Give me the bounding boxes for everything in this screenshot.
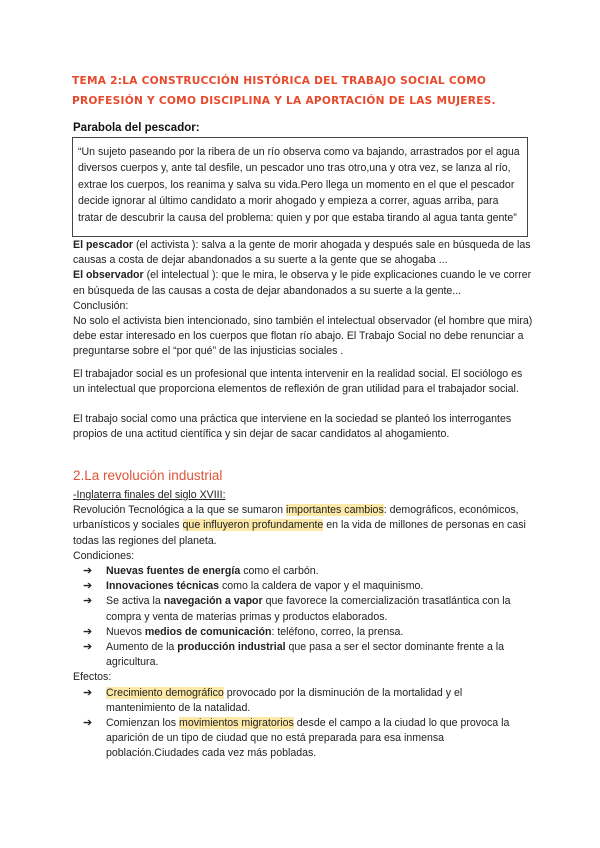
list-item: ➔ Innovaciones técnicas como la caldera de vapor y el maquinismo. (73, 579, 533, 594)
trabajador-social-paragraph: El trabajador social es un profesional que intenta intervenir en la realidad social. El sociólogo es un intelectual que proporciona elementos de reflexión de gran utilidad para el trabajador social. (73, 368, 523, 396)
condiciones-list (73, 564, 533, 670)
parabola-explanation (73, 238, 533, 360)
arrow-icon: ➔ (83, 625, 93, 638)
list-item: ➔ Crecimiento demográfico provocado por la disminución de la mortalidad y el mantenimiento de la natalidad. (83, 686, 463, 714)
arrow-icon: ➔ (83, 686, 93, 699)
observador-paragraph: El observador (el intelectual ): que le mira, le observa y le pide explicaciones cuando le ve correr en búsqueda de las causas a costa de dejar abandonados a su suerte a la gente... (73, 269, 532, 297)
list-item: ➔ Nuevas fuentes de energía como el carbón. (73, 564, 533, 579)
list-item: ➔ Nuevos medios de comunicación: teléfono, correo, la prensa. (73, 625, 533, 640)
condiciones-label: Condiciones: (73, 549, 135, 562)
arrow-icon: ➔ (83, 717, 93, 730)
revolucion-subheading: -Inglaterra finales del siglo XVIII: (73, 489, 226, 501)
arrow-icon: ➔ (83, 580, 93, 593)
observador-term: El observador (73, 269, 144, 282)
revolucion-body (73, 488, 533, 762)
revolucion-intro: Revolución Tecnológica a la que se sumaron importantes cambios: demográficos, económicos, urbanísticos y sociales que influyeron profundamente en la vida de millones de personas en casi todas las regiones del planeta. (73, 504, 526, 547)
arrow-icon: ➔ (83, 565, 93, 578)
parabola-heading: Parabola del pescador: (73, 122, 200, 134)
document-title: TEMA 2:LA CONSTRUCCIÓN HISTÓRICA DEL TRABAJO SOCIAL COMO PROFESIÓN Y COMO DISCIPLINA Y LA APORTACIÓN DE LAS MUJERES. (72, 75, 496, 107)
conclusion-paragraph: No solo el activista bien intencionado, sino también el intelectual observador (el hombre que mira) debe estar interesado en los cuerpos que flotan río abajo. El Trabajo Social no debe renunciar a preguntarse sobre el “por qué” de las injusticias sociales . (73, 315, 533, 358)
conclusion-label: Conclusión: (73, 299, 129, 312)
highlight: que influyeron profundamente (182, 519, 324, 532)
highlight: importantes cambios (286, 504, 384, 517)
pescador-term: El pescador (73, 239, 134, 251)
list-item: ➔ Comienzan los movimientos migratorios desde el campo a la ciudad lo que provoca la aparición de un tipo de ciudad que no está preparada para esa inmensa población.Ciudades cada vez más pobladas. (83, 717, 510, 760)
arrow-icon: ➔ (83, 641, 93, 654)
list-item: ➔ Se activa la navegación a vapor que favorece la comercialización trasatlántica con la compra y venta de materias primas y productos elaborados. (83, 595, 511, 623)
pescador-paragraph: El pescador (el activista ): salva a la gente de morir ahogada y después sale en búsqueda de las causas a costa de dejar abandonados a su suerte a la gente que se ahogaba ... (73, 239, 531, 267)
trabajo-social-paragraph: El trabajo social como una práctica que interviene en la sociedad se planteó los interrogantes propios de una actitud científica y sin dejar de sacar candidatos al ahogamiento. (73, 413, 512, 441)
highlight: Crecimiento demográfico (106, 686, 224, 699)
efectos-list (73, 686, 533, 762)
list-item: ➔ Aumento de la producción industrial que pasa a ser el sector dominante frente a la agricultura. (83, 641, 505, 669)
parabola-quote: “Un sujeto paseando por la ribera de un río observa como va bajando, arrastrados por el agua diversos cuerpos y, ante tal desfile, un pescador uno tras otro,una y otra vez, se lanza al río, extrae los cuerpos, los reanima y salva su vida.Pero llega un momento en el que el pescador decide ignorar al último candidato a morir ahogado y empieza a correr, aguas arriba, para tratar de descubrir la causa del problema: quien y por que estaba tirando al agua tanta gente” (78, 146, 520, 224)
arrow-icon: ➔ (83, 595, 93, 608)
revolucion-heading: 2.La revolución industrial (73, 468, 223, 483)
highlight: movimientos migratorios (179, 717, 294, 730)
efectos-label: Efectos: (73, 671, 112, 684)
